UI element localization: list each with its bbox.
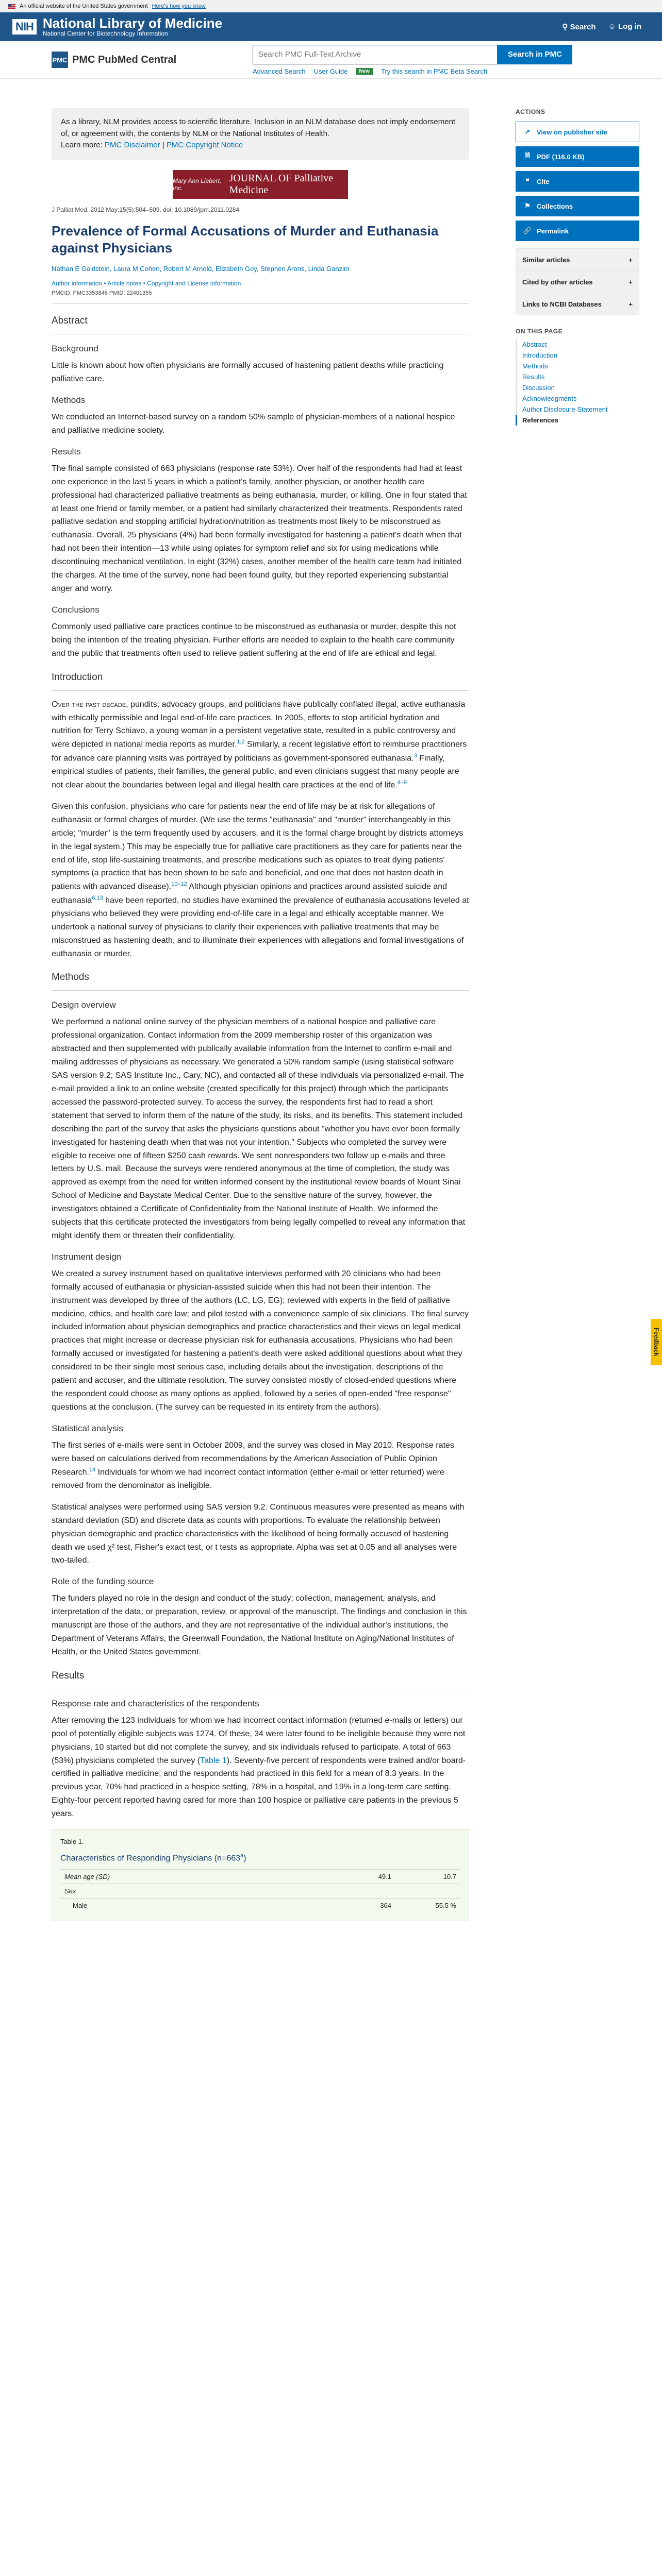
pmc-logo-text: PMC PubMed Central: [72, 54, 177, 65]
feedback-button[interactable]: Feedback: [651, 1319, 662, 1365]
table-caption-text: Characteristics of Responding Physicians (n=663: [60, 1854, 241, 1863]
view-publisher-label: View on publisher site: [537, 128, 608, 136]
external-link-icon: ↗: [524, 128, 531, 135]
plus-icon: +: [628, 256, 633, 264]
nlm-header-actions: [562, 22, 641, 31]
response-rate-heading: Response rate and characteristics of the respondents: [52, 1698, 259, 1708]
introduction-heading: Introduction: [52, 671, 103, 683]
intro-paragraph-2: [52, 800, 469, 961]
table-cell-value: 55.5 %: [395, 1899, 460, 1913]
ref-link[interactable]: 14: [89, 1466, 96, 1473]
table-cell-label: Male: [60, 1899, 330, 1913]
disclaimer-text: As a library, NLM provides access to scientific literature. Inclusion in an NLM database does not imply endorsement of, or agreement with, the contents by NLM or the National Institutes of Health.: [61, 117, 456, 138]
pdf-button[interactable]: [516, 146, 639, 167]
pmc-disclaimer-link[interactable]: PMC Disclaimer: [105, 141, 160, 149]
table-row: [60, 1884, 460, 1899]
intro-p2b: Although physician opinions and practices around assisted suicide and euthanasia: [52, 882, 448, 905]
table-1-link[interactable]: Table 1: [200, 1756, 227, 1765]
disclaimer-pipe: |: [162, 141, 164, 149]
acc-label: Links to NCBI Databases: [522, 300, 602, 308]
table-cell-value: [330, 1884, 395, 1899]
pmc-logo[interactable]: [52, 52, 253, 68]
pdf-icon: 🗎: [524, 151, 531, 159]
otp-acknowledgments[interactable]: Acknowledgments: [516, 393, 639, 404]
intro-p2c: have been reported, no studies have examined the prevalence of euthanasia accusations leveled at physicians who believed they were providing end-of-life care in a legal and ethically acceptable manner. We undertook a national survey of physicians to clarify their experiences with palliative treatments that may be misconstrued as hastening death, and to illuminate their experiences with allegations and formal investigations of euthanasia or murder.: [52, 895, 469, 958]
otp-references[interactable]: References: [516, 415, 639, 426]
ref-link[interactable]: 1,2: [237, 739, 245, 745]
results-section-heading: Results: [52, 1670, 85, 1681]
gov-banner: [0, 0, 662, 12]
table-caption: [60, 1853, 460, 1863]
intro-p2: Given this confusion, physicians who care for patients near the end of life may be at risk for allegations of euthanasia or formal charges of murder. (We use the terms "euthanasia" and "murder" interchangeably in this article; "murder" is the term frequently used by accusers, and it is the formal charge brought by districts attorneys in the legal system.) This may be especially true for palliative care practitioners as they care for patients near the end of life, stop life-sustaining treatments, and prescribe medications such as opiates to treat dying patients' symptoms (a practice that has been shown to be safe and beneficial, and one that does not hasten death in patients with advanced disease).: [52, 802, 464, 891]
response-rate-text: [52, 1714, 469, 1821]
results-heading: Results: [52, 446, 81, 456]
article-meta-links[interactable]: Author information • Article notes • Copyright and License information: [52, 280, 241, 287]
ncbi-links-toggle[interactable]: [516, 293, 639, 315]
intro-p1c: Finally, empirical studies of patients, their families, the general public, and even clinicians suggest that many people are not clear about the boundaries between legal and illegal health care practices at the end of life.: [52, 753, 459, 790]
methods-heading: Methods: [52, 395, 86, 405]
table-cell-label: Mean age (SD): [60, 1870, 330, 1884]
citation: J Palliat Med. 2012 May;15(5):504–509. doi: 10.1089/jpm.2011.0284: [52, 206, 240, 213]
funding-heading: Role of the funding source: [52, 1577, 154, 1587]
cite-label: Cite: [537, 177, 550, 185]
otp-abstract[interactable]: Abstract: [516, 339, 639, 350]
table-1: [52, 1829, 469, 1921]
view-publisher-button[interactable]: [516, 122, 639, 142]
collections-label: Collections: [537, 202, 573, 210]
stats-p1b: Individuals for whom we had incorrect contact information (either e-mail or letter returned) were removed from the denominator as ineligible.: [52, 1467, 444, 1490]
disclaimer-learn-more: Learn more:: [61, 141, 103, 149]
ref-link[interactable]: 10–12: [171, 881, 187, 888]
characteristics-table: [60, 1869, 460, 1912]
us-flag-icon: [8, 4, 15, 9]
article-main: [52, 108, 469, 1921]
article-title: Prevalence of Formal Accusations of Murder and Euthanasia against Physicians: [52, 223, 439, 256]
table-cell-value: 364: [330, 1899, 395, 1913]
gov-banner-link[interactable]: Here's how you know: [152, 3, 206, 9]
beta-search-link[interactable]: Try this search in PMC Beta Search: [380, 67, 488, 75]
author-list[interactable]: Nathan E Goldstein, Laura M Cohen, Robert M Arnold, Elizabeth Goy, Stephen Arons, Linda Ganzini: [52, 265, 350, 273]
cited-by-toggle[interactable]: [516, 271, 639, 293]
stats-paragraph-2: Statistical analyses were performed using SAS version 9.2. Continuous measures were presented as means with standard deviation (SD) and discrete data as counts with proportions. To evaluate the relationship between physician demographic and practice characteristics with the likelihood of being formally accused of hastening death we used χ² test, Fisher's exact test, or t tests as appropriate. Alpha was set at 0.05 and all analyses were two-tailed.: [52, 1502, 465, 1565]
funding-text: The funders played no role in the design and conduct of the study; collection, management, analysis, and interpretation of the data; or preparation, review, or approval of the manuscript. The findings and conclusion in this manuscript are those of the authors, and they are not representative of the individual author's institutions, the Department of Veterans Affairs, the Greenwall Foundation, the National Institute on Aging/National Institutes of Health, or the United States government.: [52, 1594, 467, 1656]
pmc-copyright-link[interactable]: PMC Copyright Notice: [166, 141, 243, 149]
journal-name: JOURNAL OF Palliative Medicine: [229, 172, 334, 196]
on-this-page-title: ON THIS PAGE: [516, 328, 563, 335]
search-icon: ⚲: [562, 23, 570, 31]
otp-disclosure[interactable]: Author Disclosure Statement: [516, 404, 639, 415]
disclaimer-box: [52, 108, 469, 160]
similar-articles-toggle[interactable]: [516, 249, 639, 271]
stats-paragraph-1: [52, 1439, 469, 1493]
pmc-logo-box: PMC: [52, 52, 68, 68]
nlm-title-block: [43, 16, 222, 37]
ref-link[interactable]: 3: [413, 752, 417, 759]
acc-label: Cited by other articles: [522, 278, 593, 286]
plus-icon: +: [628, 300, 633, 308]
intro-p1b: Similarly, a recent legislative effort to reimburse practitioners for advance care planning visits was portrayed by politicians as government-sponsored euthanasia.: [52, 740, 467, 762]
intro-lead: Over the past decade,: [52, 700, 128, 709]
actions-title: ACTIONS: [516, 108, 545, 115]
design-text: We performed a national online survey of the physician members of a national hospice and palliative care professional organization. Contact information from the 2009 membership roster of this organization was abstracted and then supplemented with publically available information from the Internet to confirm e-mail and mailing addresses of physicians as necessary. We generated a 50% random sample (using statistical software SAS version 9.2; SAS Institute Inc., Cary, NC), and contacted all of these individuals via personalized e-mail. The e-mail provided a link to an online website (created specifically for this project) through which the participants accessed the password-protected survey. To access the survey, the respondents first had to read a short statement that served to inform them of the nature of the study, its risks, and its benefits. This statement included describing the part of the survey that asks the physicians questions about "whether you have ever been formally investigated for hastening death when that was not your intention." Subjects who completed the survey were eligible to receive one of fifteen $250 cash rewards. We sent nonresponders two follow up e-mails and three letters by U.S. mail. Because the surveys were rendered anonymous at the time of completion, the study was approved as exempt from the need for written informed consent by the institutional review boards of Mount Sinai School of Medicine and Baystate Medical Center. Due to the sensitive nature of the survey, however, the investigators obtained a Certificate of Confidentiality from the National Institute of Health. We informed the subjects that this certificate protected the investigators from being legally compelled to reveal any information that might identify them or threaten their confidentiality.: [52, 1018, 466, 1240]
methods-text: We conducted an Internet-based survey on a random 50% sample of physician-members of a national hospice and palliative medicine society.: [52, 413, 455, 435]
background-text: Little is known about how often physicians are formally accused of hastening patient deaths while practicing palliative care.: [52, 361, 444, 384]
search-input[interactable]: [253, 45, 498, 64]
rr-p: After removing the 123 individuals for whom we had incorrect contact information (returned e-mails or letters) our pool of potentially eligible subjects was 1274. Of these, 34 were later found to be ineligible because they were not physicians, 10 started but did not complete the survey, and six individuals refused to participate. A total of 663 (53%) physicians completed the survey (: [52, 1716, 466, 1765]
ref-link[interactable]: 6,13: [92, 894, 103, 901]
cite-button[interactable]: [516, 171, 639, 192]
header-search-button[interactable]: [562, 22, 595, 31]
table-cell-value: 49.1: [330, 1870, 395, 1884]
header-login-button[interactable]: [608, 22, 641, 31]
instrument-heading: Instrument design: [52, 1251, 122, 1262]
acc-label: Similar articles: [522, 256, 570, 264]
plus-icon: +: [628, 278, 633, 286]
gov-banner-text: An official website of the United States government: [20, 3, 148, 9]
otp-discussion[interactable]: Discussion: [516, 382, 639, 393]
intro-p1: pundits, advocacy groups, and politicians have publically conflated illegal, active euthanasia with ethically permissible and legal end-of-life care practices. In 2005, efforts to stop artificial hydration and nutrition for Terry Schiavo, a young woman in a persistent vegetative state, resulted in a public controversy and were depicted in national media reports as murder.: [52, 700, 466, 749]
abstract-heading: Abstract: [52, 315, 88, 327]
pdf-label: PDF (116.0 KB): [537, 152, 585, 161]
advanced-search-link[interactable]: Advanced Search: [253, 67, 306, 75]
table-cell-label: Sex: [60, 1884, 330, 1899]
sidebar: [516, 108, 639, 426]
table-row: [60, 1899, 460, 1913]
stats-heading: Statistical analysis: [52, 1423, 123, 1433]
conclusions-heading: Conclusions: [52, 604, 100, 615]
related-accordion: [516, 248, 639, 315]
user-guide-link[interactable]: User Guide: [313, 67, 348, 75]
table-label: Table 1.: [60, 1838, 84, 1846]
article-ids: PMCID: PMC3353846 PMID: 22401355: [52, 290, 152, 297]
nlm-title: National Library of Medicine: [42, 15, 223, 31]
quote-icon: ❝: [525, 177, 529, 185]
results-text: The final sample consisted of 663 physicians (response rate 53%). Over half of the respondents had had at least one experience in the last 5 years in which a patient's family, another physician, or another health care professional had characterized palliative treatments as being euthanasia, murder, or killing. One in four stated that at least one friend or family member, or a patient had similarly characterized their treatments. Respondents rated palliative sedation and stopping artificial hydration/nutrition as treatments most likely to be misconstrued as euthanasia. Overall, 25 physicians (4%) had been formally investigated for hastening a patient's death when that had not been their intention—13 while using opiates for symptom relief and six for using medications while discontinuing mechanical ventilation. In eight (32%) cases, another member of the health care team had initiated the charges. At the time of the survey, none had been found guilty, but they reported experiencing substantial anger and worry.: [52, 464, 467, 593]
collections-button[interactable]: [516, 196, 639, 216]
permalink-button[interactable]: [516, 221, 639, 241]
header-login-label: Log in: [618, 22, 641, 31]
instrument-text: We created a survey instrument based on qualitative interviews performed with 20 clinicians who had been formally accused of euthanasia or physician-assisted suicide when this had not been their intention. The instrument was developed by three of the authors (LC, LG, EG); reviewed with experts in the field of palliative medicine, ethics, and health care law; and pilot tested with a convenience sample of six clinicians. The final survey included information about physician demographics and practice characteristics and their views on legal medical practices that might increase or decrease physician risk for euthanasia accusations. Physicians who had been formally accused or investigated for hastening a patient's death were asked additional questions about what they considered to be their single most serious case, including details about the investigation, descriptions of the patient and accuser, and the ultimate resolution. The survey consisted mostly of closed-ended questions where the respondent could choose as many options as applied, followed by a series of open-ended "free response" questions at the conclusion. (The survey can be requested in its entirety from the authors).: [52, 1269, 469, 1412]
otp-results[interactable]: Results: [516, 371, 639, 382]
rr-p2: ). Seventy-five percent of respondents were trained and/or board-certified in palliative medicine, and the respondents had practiced in this field for a mean of 8.3 years. In the previous year, 70% had practiced in a hospice setting, 78% in a hospital, and 19% in a long-term care setting. Eighty-four percent reported having cared for more than 100 hospice or palliative care patients in the previous 5 years.: [52, 1756, 466, 1819]
user-icon: ☺: [608, 22, 618, 31]
background-heading: Background: [52, 344, 98, 354]
nlm-header: [0, 12, 662, 41]
otp-introduction[interactable]: Introduction: [516, 350, 639, 361]
pmc-bar: [0, 41, 662, 79]
stats-p1: The first series of e-mails were sent in October 2009, and the survey was closed in May 2010. Response rates were based on calculations derived from recommendations by the American Association of Public Opinion Research.: [52, 1440, 454, 1477]
link-icon: 🔗: [523, 227, 532, 234]
intro-paragraph-1: [52, 698, 469, 792]
nlm-subtitle: National Center for Biotechnology Information: [42, 30, 168, 37]
ref-link[interactable]: 4–9: [397, 779, 407, 786]
pmc-search: [253, 45, 572, 75]
header-search-label: Search: [570, 23, 596, 31]
table-cell-value: [395, 1884, 460, 1899]
table-cell-value: 10.7: [395, 1870, 460, 1884]
permalink-label: Permalink: [537, 227, 569, 235]
table-caption-sup: a: [240, 1853, 244, 1859]
methods-section-heading: Methods: [52, 972, 89, 983]
nih-logo[interactable]: NIH: [12, 19, 37, 35]
table-row: [60, 1870, 460, 1884]
publisher-name: Mary Ann Liebert, Inc.: [173, 177, 222, 192]
table-caption-end: ): [243, 1854, 246, 1863]
bookmark-icon: ⚑: [524, 202, 531, 210]
new-badge: New: [356, 68, 373, 75]
otp-methods[interactable]: Methods: [516, 361, 639, 371]
journal-banner[interactable]: [173, 170, 348, 199]
search-button[interactable]: Search in PMC: [498, 45, 572, 64]
design-heading: Design overview: [52, 1000, 116, 1010]
conclusions-text: Commonly used palliative care practices continue to be misconstrued as euthanasia or murder, despite this not being the intention of the treating physician. Further efforts are needed to explain to the health care community and the public that treatments often used to relieve patient suffering at the end of life are ethical and legal.: [52, 622, 456, 658]
